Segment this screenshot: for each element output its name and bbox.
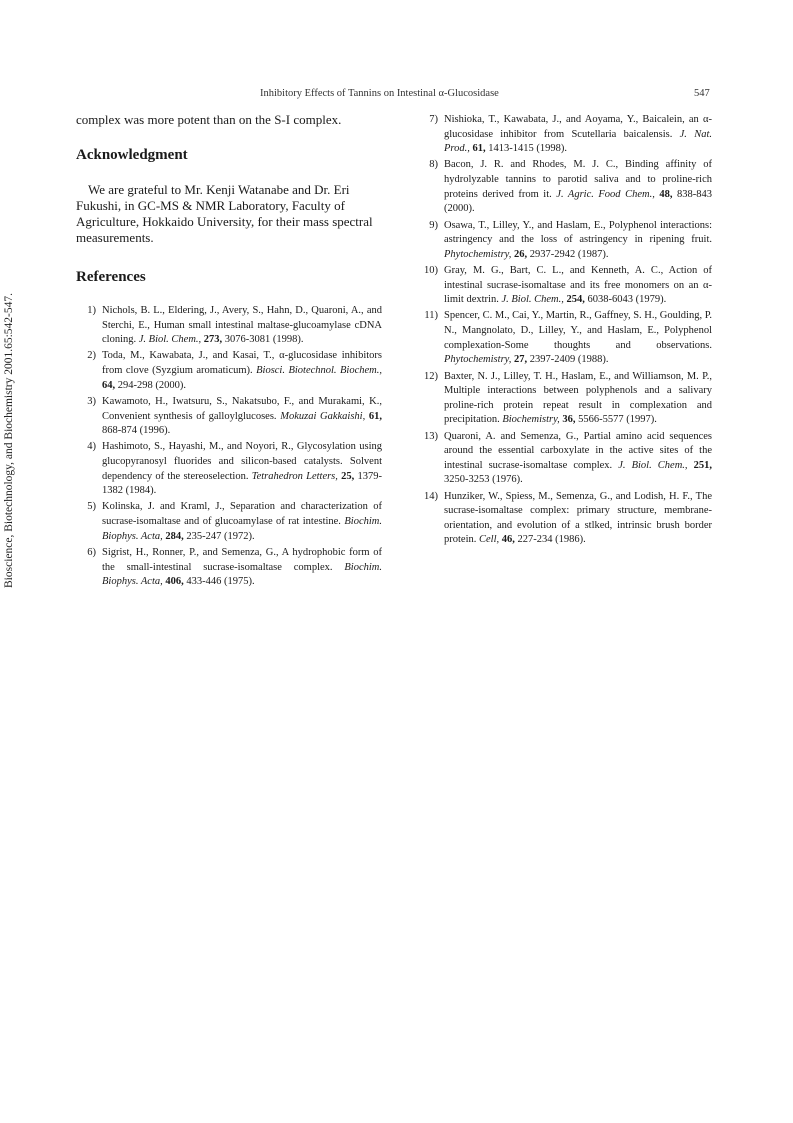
reference-pages: 433-446 (1975). [186,576,255,588]
reference-item [414,113,712,157]
reference-volume: 406, [165,576,184,588]
reference-number: 12) [424,370,438,382]
reference-pages: 838-843 (2000). [444,188,713,215]
reference-volume: 273, [203,334,223,346]
reference-pages: 1379-1382 (1984). [102,470,383,497]
reference-authors: Bacon, J. R. and Rhodes, M. J. C., Binding affinity of hydrolyzable tannins to parotid saliva and to proline-rich proteins derived from it. [444,159,712,200]
reference-volume: 64, [102,379,116,391]
acknowledgment-text: We are grateful to Mr. Kenji Watanabe and Dr. Eri Fukushi, in GC-MS & NMR Laboratory, Faculty of Agriculture, Hokkaido University, for their mass spectral measurements. [76,182,373,245]
reference-authors: Sigrist, H., Ronner, P., and Semenza, G., A hydrophobic form of the small-intestinal sucrase-isomaltase complex. [102,546,382,573]
reference-volume: 25, [341,470,355,482]
reference-item [414,309,712,367]
reference-number: 10) [424,265,438,276]
reference-pages: 6038-6043 (1979). [587,294,667,306]
reference-pages: 3076-3081 (1998). [224,334,304,346]
reference-authors: Toda, M., Kawabata, J., and Kasai, T., α-glucosidase inhibitors from clove (Syzgium aromaticum). [102,350,382,377]
reference-item [76,440,382,498]
right-column [414,113,712,550]
reference-number: 6) [87,546,96,558]
left-column [76,112,382,591]
reference-item [414,490,712,548]
references-heading: References [76,269,146,285]
reference-volume: 61, [368,410,383,422]
reference-pages: 227-234 (1986). [517,534,586,546]
reference-item [414,158,712,216]
reference-journal: J. Biol. Chem., [138,334,202,346]
reference-authors: Kolinska, J. and Kraml, J., Separation and characterization of sucrase-isomaltase and of glucoamylase of rat intestine. [102,501,382,528]
reference-authors: Kawamoto, H., Iwatsuru, S., Nakatsubo, F., and Murakami, K., Convenient synthesis of galloylglucoses. [102,395,382,422]
reference-journal: J. Biol. Chem., [501,294,564,306]
reference-journal: Mokuzai Gakkaishi, [280,410,366,422]
reference-number: 5) [87,501,96,513]
reference-item [76,546,382,590]
reference-authors: Nichols, B. L., Eldering, J., Avery, S., Hahn, D., Quaroni, A., and Sterchi, E., Human small intestinal maltase-glucoamylase cDNA cloning. [102,305,382,346]
reference-authors: Quaroni, A. and Semenza, G., Partial amino acid sequences around the essential carboxylate in the active sites of the intestinal sucrase-isomaltase complex. [444,430,712,471]
reference-item [414,219,712,263]
reference-number: 1) [87,305,96,316]
reference-journal: J. Biol. Chem., [618,459,688,471]
reference-journal: Biochim. Biophys. Acta, [102,561,382,588]
reference-item [76,395,382,439]
reference-authors: Baxter, N. J., Lilley, T. H., Haslam, E., and Williamson, M. P., Multiple interactions between polyphenols and a salivary proline-rich protein repeat result in complexation and precipitation. [444,370,712,426]
reference-number: 3) [87,395,96,407]
reference-journal: Phytochemistry, [444,354,512,366]
reference-authors: Gray, M. G., Bart, C. L., and Kenneth, A. C., Action of intestinal sucrase-isomaltase and its free monomers on an α-limit dextrin. [444,265,712,306]
reference-number: 8) [429,159,438,171]
reference-volume: 26, [513,248,528,260]
reference-authors: Hunziker, W., Spiess, M., Semenza, G., and Lodish, H. F., The sucrase-isomaltase complex: primary structure, membrane-orientation, and evolution of a stlked, intrinsic brush border protein. [444,490,712,546]
reference-number: 11) [424,310,438,322]
reference-authors: Hashimoto, S., Hayashi, M., and Noyori, R., Glycosylation using glucopyranosyl fluorides and silicon-based catalysts. Solvent dependency of the stereoselection. [102,441,382,482]
reference-journal: J. Agric. Food Chem., [556,188,655,200]
reference-pages: 1413-1415 (1998). [488,143,567,155]
reference-number: 4) [87,441,96,453]
reference-item [414,264,712,308]
reference-number: 14) [424,490,438,502]
reference-pages: 868-874 (1996). [102,425,171,437]
reference-journal: J. Nat. Prod., [444,128,712,155]
reference-journal: Tetrahedron Letters, [251,470,338,482]
reference-volume: 254, [566,294,585,306]
reference-item [76,304,382,348]
reference-volume: 284, [165,530,184,542]
reference-number: 13) [424,430,438,442]
reference-authors: Osawa, T., Lilley, Y., and Haslam, E., Polyphenol interactions: astringency and the loss of astringency in ripening fruit. [444,219,712,246]
reference-volume: 46, [501,534,515,546]
reference-number: 2) [87,350,96,362]
reference-volume: 36, [562,414,576,426]
reference-authors: Nishioka, T., Kawabata, J., and Aoyama, Y., Baicalein, an α-glucosidase inhibitor from Scutellaria baicalensis. [444,114,712,140]
reference-volume: 27, [513,354,528,366]
reference-list-right [414,113,712,548]
reference-pages: 2937-2942 (1987). [529,248,609,260]
page-number: 547 [694,88,710,99]
reference-pages: 5566-5577 (1997). [578,414,657,426]
side-citation-note: Bioscience, Biotechnology, and Biochemistry 2001.65:542-547. [3,292,15,588]
reference-item [414,370,712,428]
reference-volume: 61, [472,143,486,155]
continued-paragraph: complex was more potent than on the S-I complex. [76,112,342,127]
reference-volume: 48, [659,188,673,200]
reference-journal: Phytochemistry, [444,248,512,260]
reference-number: 7) [429,114,438,125]
reference-pages: 235-247 (1972). [186,530,255,542]
reference-list-left [76,304,382,590]
reference-item [414,430,712,488]
reference-item [76,349,382,393]
running-head: Inhibitory Effects of Tannins on Intestinal α-Glucosidase [260,88,499,99]
reference-journal: Biosci. Biotechnol. Biochem., [256,365,383,377]
reference-volume: 251, [693,459,712,471]
acknowledgment-heading: Acknowledgment [76,147,188,163]
reference-pages: 294-298 (2000). [117,379,186,391]
reference-journal: Biochim. Biophys. Acta, [102,516,382,542]
reference-journal: Cell, [479,534,500,546]
reference-pages: 2397-2409 (1988). [529,354,609,366]
reference-number: 9) [429,219,438,231]
reference-pages: 3250-3253 (1976). [444,474,523,486]
reference-authors: Spencer, C. M., Cai, Y., Martin, R., Gaffney, S. H., Goulding, P. N., Mangnolato, D., Lilley, Y., and Haslam, E., Polyphenol complexation-Some thoughts and observations. [444,310,712,351]
reference-journal: Biochemistry, [502,414,560,426]
reference-item [76,500,382,544]
